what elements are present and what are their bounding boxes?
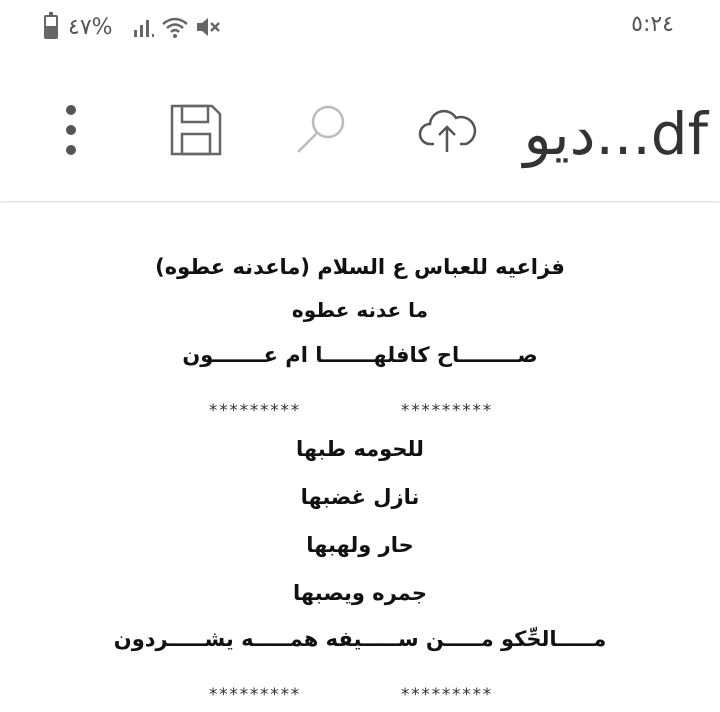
search-button[interactable]	[294, 102, 350, 158]
search-icon	[294, 102, 350, 158]
status-bar	[0, 0, 720, 52]
verse-line: صــــــــاح كافلهـــــــا ام عـــــــون	[182, 343, 538, 367]
signal-icon	[133, 16, 155, 38]
save-button[interactable]	[168, 102, 224, 158]
save-icon	[168, 102, 224, 158]
more-options-button[interactable]	[58, 100, 84, 160]
poem-subtitle: ما عدنه عطوه	[291, 298, 429, 322]
status-icons	[44, 12, 221, 42]
separator-stars: *********	[400, 401, 493, 421]
clock: ٥:٢٤	[631, 12, 674, 37]
verse-line: جمره ويصبها	[293, 581, 427, 605]
document-title: ديو...df	[523, 100, 708, 168]
toolbar	[0, 52, 720, 202]
poem-title: فزاعيه للعباس ع السلام (ماعدنه عطوه)	[155, 255, 565, 279]
verse-line: مـــــالحِّكو مـــــن ســـــيفه همـــــه يشـــــردون	[113, 627, 607, 651]
separator-stars: *********	[208, 401, 301, 421]
cloud-upload-icon	[418, 104, 478, 160]
wifi-icon	[161, 15, 189, 39]
battery-icon	[44, 15, 58, 39]
battery-level: %٤٧	[68, 14, 113, 40]
document-page	[0, 203, 720, 712]
separator-stars: *********	[208, 685, 301, 705]
verse-line: للحومه طبها	[296, 437, 424, 461]
separator-stars: *********	[400, 685, 493, 705]
verse-line: نازل غضبها	[300, 485, 420, 509]
cloud-upload-button[interactable]	[418, 104, 478, 160]
more-vert-icon	[58, 100, 84, 160]
mute-icon	[195, 15, 221, 39]
verse-line: حار ولهبها	[306, 533, 414, 557]
